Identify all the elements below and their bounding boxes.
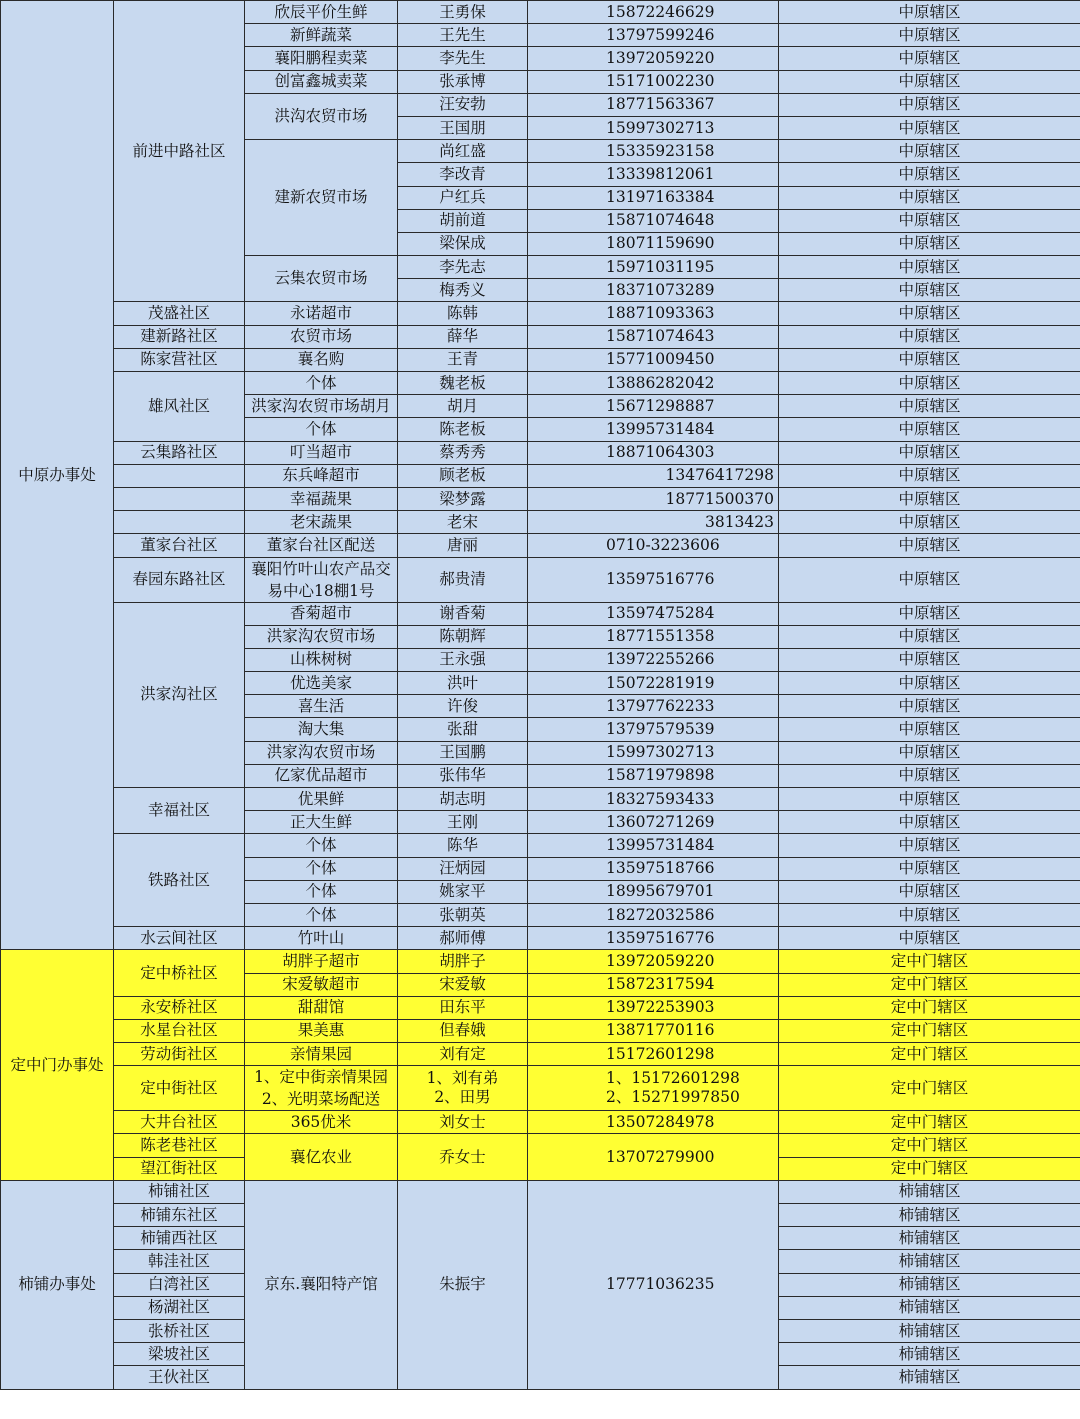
person-cell: 张伟华 (398, 764, 528, 787)
shop-cell: 襄阳鹏程卖菜 (245, 47, 398, 70)
shop-cell: 幸福蔬果 (245, 487, 398, 510)
district-cell: 中原辖区 (779, 880, 1080, 903)
person-cell: 梁保成 (398, 232, 528, 255)
table-row (1, 1, 1080, 24)
district-cell: 中原辖区 (779, 534, 1080, 557)
district-cell: 中原辖区 (779, 209, 1080, 232)
shop-cell: 正大生鲜 (245, 811, 398, 834)
phone-cell: 15171002230 (528, 70, 779, 93)
district-cell: 中原辖区 (779, 441, 1080, 464)
phone-cell: 13797762233 (528, 695, 779, 718)
table-row (1, 1019, 1080, 1042)
district-cell: 柿铺辖区 (779, 1296, 1080, 1319)
phone-cell: 13972059220 (528, 47, 779, 70)
person-cell: 尚红盛 (398, 140, 528, 163)
shop-cell: 个体 (245, 903, 398, 926)
phone-cell: 15971031195 (528, 256, 779, 279)
phone-cell: 15872317594 (528, 973, 779, 996)
district-cell: 中原辖区 (779, 348, 1080, 371)
district-cell: 中原辖区 (779, 116, 1080, 139)
district-cell: 中原辖区 (779, 511, 1080, 534)
phone-cell: 15871979898 (528, 764, 779, 787)
table-row (1, 1111, 1080, 1134)
phone-cell: 13597518766 (528, 857, 779, 880)
district-cell: 柿铺辖区 (779, 1180, 1080, 1203)
shop-cell: 欣辰平价生鲜 (245, 1, 398, 24)
person-cell: 刘有定 (398, 1043, 528, 1066)
phone-cell: 13886282042 (528, 372, 779, 395)
person-cell: 王永强 (398, 648, 528, 671)
shop-cell: 建新农贸市场 (245, 140, 398, 256)
person-cell: 郝贵清 (398, 557, 528, 602)
district-cell: 中原辖区 (779, 232, 1080, 255)
phone-cell: 18771551358 (528, 625, 779, 648)
phone-cell: 17771036235 (528, 1180, 779, 1389)
phone-cell: 13972255266 (528, 648, 779, 671)
community-cell (114, 487, 245, 510)
district-cell: 中原辖区 (779, 140, 1080, 163)
table-row (1, 511, 1080, 534)
phone-cell: 13339812061 (528, 163, 779, 186)
person-cell: 张甜 (398, 718, 528, 741)
shop-cell: 365优米 (245, 1111, 398, 1134)
table-row (1, 788, 1080, 811)
table-row (1, 487, 1080, 510)
shop-cell: 襄亿农业 (245, 1134, 398, 1180)
office-cell: 定中门办事处 (1, 950, 114, 1181)
table-row (1, 996, 1080, 1019)
district-cell: 中原辖区 (779, 557, 1080, 602)
district-cell: 定中门辖区 (779, 1157, 1080, 1180)
shop-cell: 个体 (245, 880, 398, 903)
district-cell: 中原辖区 (779, 788, 1080, 811)
shop-cell: 洪沟农贸市场 (245, 93, 398, 139)
person-cell: 魏老板 (398, 372, 528, 395)
district-cell: 中原辖区 (779, 834, 1080, 857)
person-cell: 汪安勃 (398, 93, 528, 116)
district-cell: 中原辖区 (779, 302, 1080, 325)
community-cell: 水星台社区 (114, 1019, 245, 1042)
shop-cell: 亿家优品超市 (245, 764, 398, 787)
district-cell: 中原辖区 (779, 903, 1080, 926)
community-cell: 柿铺西社区 (114, 1227, 245, 1250)
district-cell: 柿铺辖区 (779, 1250, 1080, 1273)
phone-cell: 0710-3223606 (528, 534, 779, 557)
table-row (1, 1134, 1080, 1157)
phone-cell: 15671298887 (528, 395, 779, 418)
person-cell: 王青 (398, 348, 528, 371)
district-cell: 柿铺辖区 (779, 1343, 1080, 1366)
district-cell: 中原辖区 (779, 648, 1080, 671)
district-cell: 中原辖区 (779, 602, 1080, 625)
community-cell: 雄风社区 (114, 372, 245, 442)
shop-cell: 洪家沟农贸市场胡月 (245, 395, 398, 418)
district-cell: 中原辖区 (779, 857, 1080, 880)
shop-cell: 优果鲜 (245, 788, 398, 811)
community-cell: 春园东路社区 (114, 557, 245, 602)
person-cell: 梅秀义 (398, 279, 528, 302)
district-cell: 中原辖区 (779, 186, 1080, 209)
phone-cell: 13597516776 (528, 557, 779, 602)
table-row (1, 950, 1080, 973)
table-row (1, 302, 1080, 325)
community-cell: 望江街社区 (114, 1157, 245, 1180)
district-cell: 中原辖区 (779, 24, 1080, 47)
district-cell: 中原辖区 (779, 70, 1080, 93)
community-cell: 洪家沟社区 (114, 602, 245, 788)
phone-cell: 13476417298 (528, 464, 779, 487)
phone-cell: 13607271269 (528, 811, 779, 834)
community-cell: 永安桥社区 (114, 996, 245, 1019)
shop-cell: 京东.襄阳特产馆 (245, 1180, 398, 1389)
phone-cell: 15871074648 (528, 209, 779, 232)
community-cell: 柿铺社区 (114, 1180, 245, 1203)
shop-cell: 个体 (245, 418, 398, 441)
person-cell: 蔡秀秀 (398, 441, 528, 464)
district-cell: 定中门辖区 (779, 1019, 1080, 1042)
table-row (1, 1066, 1080, 1111)
table-row (1, 557, 1080, 602)
shop-cell: 果美惠 (245, 1019, 398, 1042)
community-cell: 陈老巷社区 (114, 1134, 245, 1157)
community-cell: 陈家营社区 (114, 348, 245, 371)
phone-cell: 18327593433 (528, 788, 779, 811)
person-cell: 李先生 (398, 47, 528, 70)
district-cell: 中原辖区 (779, 695, 1080, 718)
phone-cell: 15997302713 (528, 741, 779, 764)
phone-cell: 13995731484 (528, 418, 779, 441)
table-row (1, 1043, 1080, 1066)
community-cell: 前进中路社区 (114, 1, 245, 302)
community-cell: 杨湖社区 (114, 1296, 245, 1319)
community-cell (114, 511, 245, 534)
shop-cell: 襄名购 (245, 348, 398, 371)
shop-cell: 农贸市场 (245, 325, 398, 348)
office-cell: 柿铺办事处 (1, 1180, 114, 1389)
person-cell: 但春娥 (398, 1019, 528, 1042)
district-cell: 中原辖区 (779, 811, 1080, 834)
shop-cell: 个体 (245, 857, 398, 880)
phone-cell: 13507284978 (528, 1111, 779, 1134)
shop-cell: 云集农贸市场 (245, 256, 398, 302)
shop-cell: 山株树树 (245, 648, 398, 671)
shop-cell: 胡胖子超市 (245, 950, 398, 973)
shop-cell: 个体 (245, 372, 398, 395)
district-cell: 中原辖区 (779, 764, 1080, 787)
community-cell: 王伙社区 (114, 1366, 245, 1389)
shop-cell: 喜生活 (245, 695, 398, 718)
community-cell: 大井台社区 (114, 1111, 245, 1134)
phone-cell: 15872246629 (528, 1, 779, 24)
district-cell: 中原辖区 (779, 625, 1080, 648)
phone-cell: 13597475284 (528, 602, 779, 625)
community-cell (114, 464, 245, 487)
district-cell: 柿铺辖区 (779, 1366, 1080, 1389)
district-cell: 中原辖区 (779, 279, 1080, 302)
district-cell: 中原辖区 (779, 372, 1080, 395)
phone-cell: 18871064303 (528, 441, 779, 464)
shop-cell: 亲情果园 (245, 1043, 398, 1066)
phone-cell: 13597516776 (528, 927, 779, 950)
phone-cell: 13797599246 (528, 24, 779, 47)
office-cell: 中原办事处 (1, 1, 114, 950)
district-cell: 中原辖区 (779, 741, 1080, 764)
person-cell: 李改青 (398, 163, 528, 186)
phone-cell: 15335923158 (528, 140, 779, 163)
phone-cell: 13707279900 (528, 1134, 779, 1180)
person-cell: 王刚 (398, 811, 528, 834)
phone-cell: 18871093363 (528, 302, 779, 325)
person-cell: 陈老板 (398, 418, 528, 441)
shop-cell: 东兵峰超市 (245, 464, 398, 487)
table-row (1, 602, 1080, 625)
person-cell: 谢香菊 (398, 602, 528, 625)
district-cell: 中原辖区 (779, 672, 1080, 695)
district-cell: 中原辖区 (779, 927, 1080, 950)
table-row (1, 325, 1080, 348)
district-cell: 柿铺辖区 (779, 1204, 1080, 1227)
person-cell: 王国朋 (398, 116, 528, 139)
district-cell: 定中门辖区 (779, 1111, 1080, 1134)
person-cell: 王国鹏 (398, 741, 528, 764)
community-cell: 茂盛社区 (114, 302, 245, 325)
district-cell: 中原辖区 (779, 47, 1080, 70)
phone-cell: 15997302713 (528, 116, 779, 139)
community-cell: 韩洼社区 (114, 1250, 245, 1273)
table-row (1, 372, 1080, 395)
district-cell: 中原辖区 (779, 256, 1080, 279)
shop-cell: 淘大集 (245, 718, 398, 741)
phone-cell: 13995731484 (528, 834, 779, 857)
phone-cell: 18771563367 (528, 93, 779, 116)
phone-cell: 15072281919 (528, 672, 779, 695)
phone-cell: 1、15172601298 2、15271997850 (528, 1066, 779, 1111)
phone-cell: 15172601298 (528, 1043, 779, 1066)
person-cell: 郝师傅 (398, 927, 528, 950)
phone-cell: 13197163384 (528, 186, 779, 209)
table-row (1, 464, 1080, 487)
person-cell: 刘女士 (398, 1111, 528, 1134)
phone-cell: 13797579539 (528, 718, 779, 741)
person-cell: 张朝英 (398, 903, 528, 926)
person-cell: 陈华 (398, 834, 528, 857)
person-cell: 顾老板 (398, 464, 528, 487)
community-cell: 水云间社区 (114, 927, 245, 950)
community-cell: 定中街社区 (114, 1066, 245, 1111)
shop-cell: 洪家沟农贸市场 (245, 625, 398, 648)
table-row (1, 834, 1080, 857)
district-cell: 中原辖区 (779, 163, 1080, 186)
shop-cell: 甜甜馆 (245, 996, 398, 1019)
person-cell: 梁梦露 (398, 487, 528, 510)
phone-cell: 18371073289 (528, 279, 779, 302)
shop-cell: 竹叶山 (245, 927, 398, 950)
person-cell: 张承博 (398, 70, 528, 93)
district-cell: 柿铺辖区 (779, 1273, 1080, 1296)
shop-cell: 创富鑫城卖菜 (245, 70, 398, 93)
district-cell: 定中门辖区 (779, 1043, 1080, 1066)
community-cell: 梁坡社区 (114, 1343, 245, 1366)
district-cell: 定中门辖区 (779, 1134, 1080, 1157)
person-cell: 洪叶 (398, 672, 528, 695)
person-cell: 薛华 (398, 325, 528, 348)
table-row (1, 534, 1080, 557)
district-cell: 中原辖区 (779, 464, 1080, 487)
person-cell: 许俊 (398, 695, 528, 718)
person-cell: 乔女士 (398, 1134, 528, 1180)
table-row (1, 927, 1080, 950)
district-cell: 中原辖区 (779, 1, 1080, 24)
community-cell: 董家台社区 (114, 534, 245, 557)
shop-cell: 老宋蔬果 (245, 511, 398, 534)
district-cell: 中原辖区 (779, 325, 1080, 348)
person-cell: 胡胖子 (398, 950, 528, 973)
community-cell: 定中桥社区 (114, 950, 245, 996)
district-cell: 中原辖区 (779, 395, 1080, 418)
person-cell: 户红兵 (398, 186, 528, 209)
person-cell: 朱振宇 (398, 1180, 528, 1389)
community-cell: 幸福社区 (114, 788, 245, 834)
shop-cell: 永诺超市 (245, 302, 398, 325)
person-cell: 1、刘有弟 2、田男 (398, 1066, 528, 1111)
phone-cell: 18272032586 (528, 903, 779, 926)
phone-cell: 13871770116 (528, 1019, 779, 1042)
phone-cell: 15871074643 (528, 325, 779, 348)
phone-cell: 3813423 (528, 511, 779, 534)
shop-cell: 香菊超市 (245, 602, 398, 625)
district-cell: 定中门辖区 (779, 950, 1080, 973)
district-cell: 柿铺辖区 (779, 1319, 1080, 1342)
table-body (1, 1, 1080, 1390)
person-cell: 陈韩 (398, 302, 528, 325)
shop-cell: 叮当超市 (245, 441, 398, 464)
person-cell: 陈朝辉 (398, 625, 528, 648)
person-cell: 姚家平 (398, 880, 528, 903)
phone-cell: 18995679701 (528, 880, 779, 903)
phone-cell: 13972059220 (528, 950, 779, 973)
phone-cell: 13972253903 (528, 996, 779, 1019)
person-cell: 唐丽 (398, 534, 528, 557)
person-cell: 王先生 (398, 24, 528, 47)
table-row (1, 441, 1080, 464)
phone-cell: 15771009450 (528, 348, 779, 371)
person-cell: 李先志 (398, 256, 528, 279)
district-cell: 中原辖区 (779, 93, 1080, 116)
community-cell: 劳动街社区 (114, 1043, 245, 1066)
person-cell: 胡月 (398, 395, 528, 418)
shop-cell: 襄阳竹叶山农产品交易中心18棚1号 (245, 557, 398, 602)
shop-cell: 个体 (245, 834, 398, 857)
district-cell: 定中门辖区 (779, 1066, 1080, 1111)
phone-cell: 18771500370 (528, 487, 779, 510)
district-cell: 中原辖区 (779, 718, 1080, 741)
community-cell: 张桥社区 (114, 1319, 245, 1342)
shop-cell: 洪家沟农贸市场 (245, 741, 398, 764)
community-cell: 建新路社区 (114, 325, 245, 348)
person-cell: 宋爱敏 (398, 973, 528, 996)
shop-cell: 新鲜蔬菜 (245, 24, 398, 47)
person-cell: 胡志明 (398, 788, 528, 811)
community-cell: 云集路社区 (114, 441, 245, 464)
phone-cell: 18071159690 (528, 232, 779, 255)
community-cell: 铁路社区 (114, 834, 245, 927)
shop-cell: 董家台社区配送 (245, 534, 398, 557)
person-cell: 老宋 (398, 511, 528, 534)
district-cell: 定中门辖区 (779, 996, 1080, 1019)
community-cell: 柿铺东社区 (114, 1204, 245, 1227)
district-cell: 中原辖区 (779, 418, 1080, 441)
shop-cell: 宋爱敏超市 (245, 973, 398, 996)
district-cell: 柿铺辖区 (779, 1227, 1080, 1250)
person-cell: 汪炳园 (398, 857, 528, 880)
shop-cell: 1、定中街亲情果园 2、光明菜场配送 (245, 1066, 398, 1111)
person-cell: 田东平 (398, 996, 528, 1019)
district-cell: 定中门辖区 (779, 973, 1080, 996)
shop-cell: 优选美家 (245, 672, 398, 695)
person-cell: 王勇保 (398, 1, 528, 24)
person-cell: 胡前道 (398, 209, 528, 232)
table-row (1, 348, 1080, 371)
district-cell: 中原辖区 (779, 487, 1080, 510)
community-cell: 白湾社区 (114, 1273, 245, 1296)
table-row (1, 1180, 1080, 1203)
